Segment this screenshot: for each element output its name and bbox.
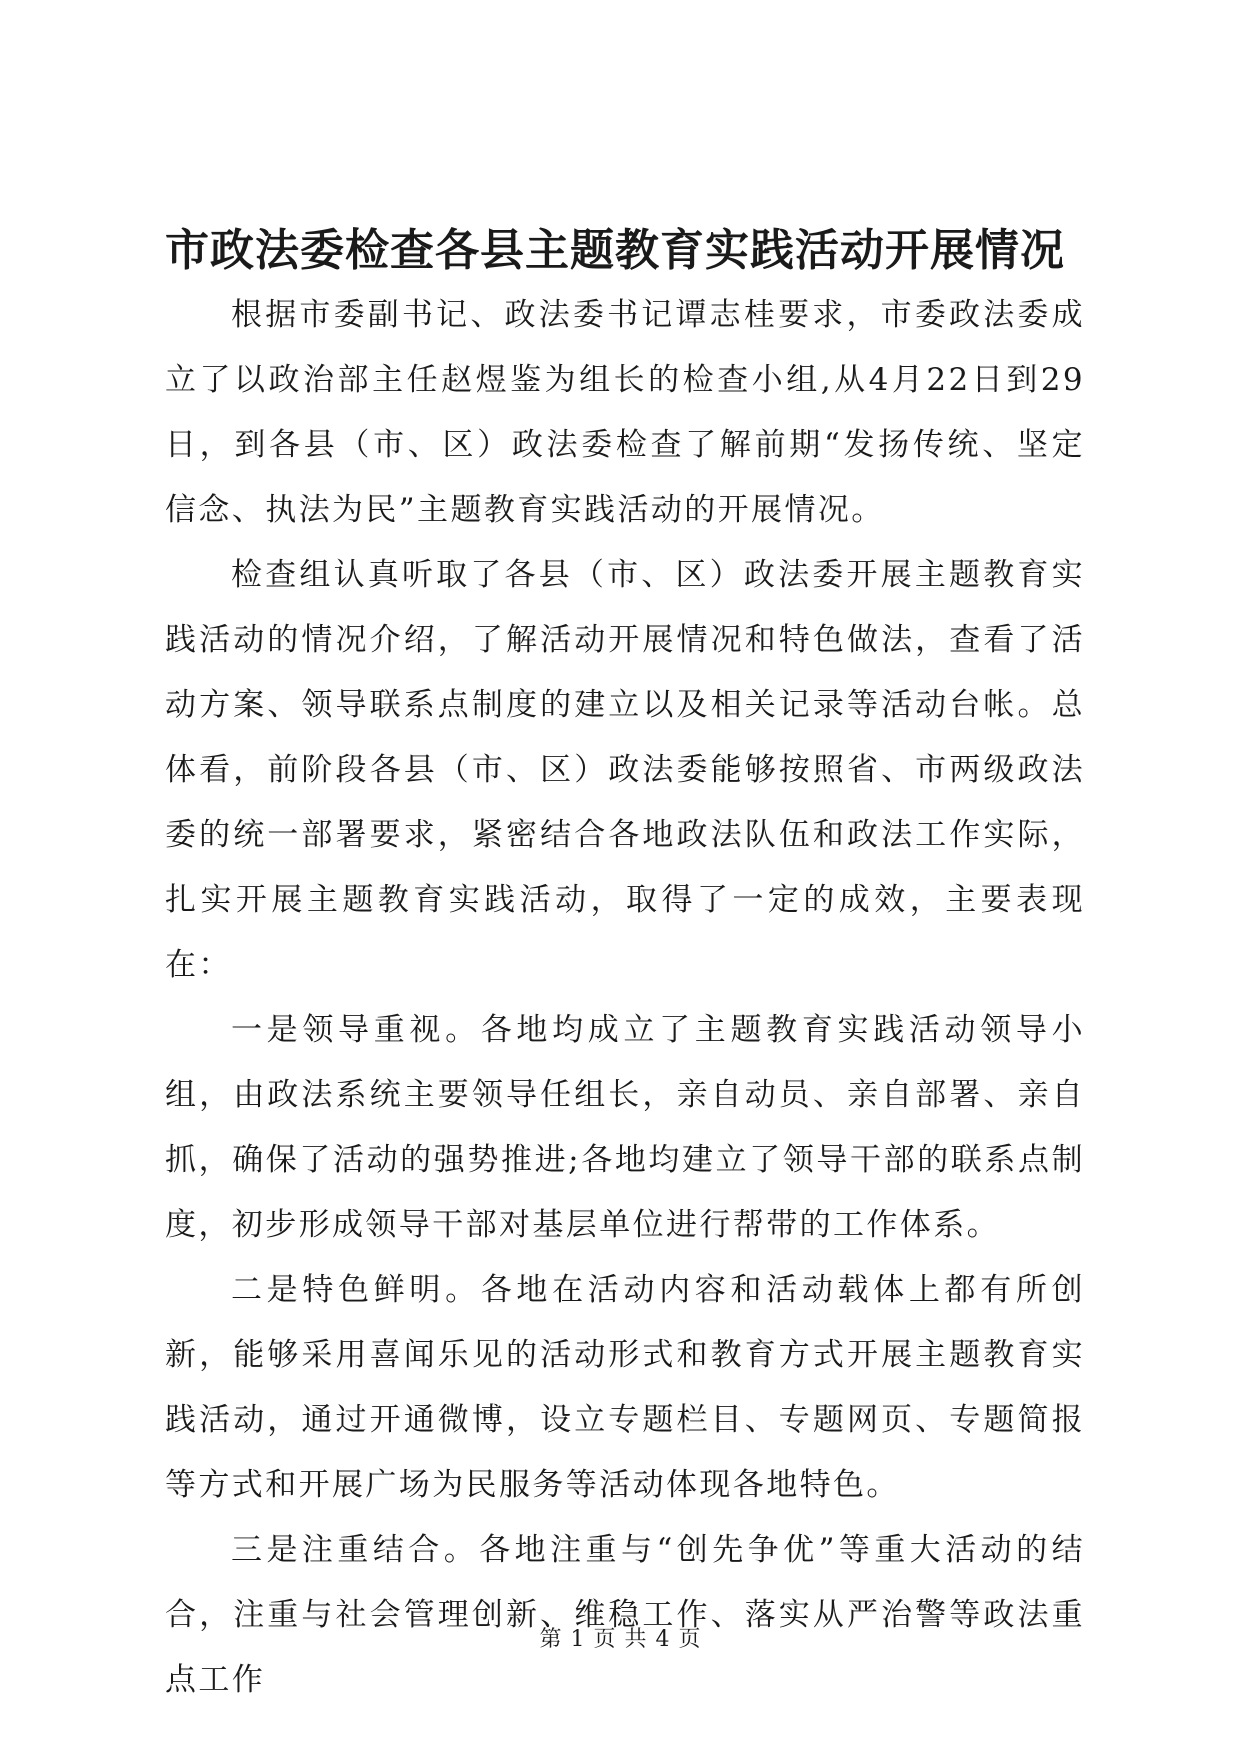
- paragraph: 三是注重结合。各地注重与“创先争优”等重大活动的结合，注重与社会管理创新、维稳工作、落实从严治警等政法重点工作: [165, 1532, 1085, 1698]
- paragraph: 检查组认真听取了各县（市、区）政法委开展主题教育实践活动的情况介绍，了解活动开展情况和特色做法，查看了活动方案、领导联系点制度的建立以及相关记录等活动台帐。总体看，前阶段各县（市、区）政法委能够按照省、市两级政法委的统一部署要求，紧密结合各地政法队伍和政法工作实际，扎实开展主题教育实践活动，取得了一定的成效，主要表现在：: [165, 557, 1085, 983]
- page-number-footer: 第 1 页 共 4 页: [539, 1627, 702, 1652]
- paragraph: 根据市委副书记、政法委书记谭志桂要求，市委政法委成立了以政治部主任赵煜鉴为组长的检查小组,从4月22日到29日，到各县（市、区）政法委检查了解前期“发扬传统、坚定信念、执法为民”主题教育实践活动的开展情况。: [165, 297, 1085, 528]
- document-title: 市政法委检查各县主题教育实践活动开展情况: [165, 225, 1065, 276]
- paragraph: 二是特色鲜明。各地在活动内容和活动载体上都有所创新，能够采用喜闻乐见的活动形式和教育方式开展主题教育实践活动，通过开通微博，设立专题栏目、专题网页、专题简报等方式和开展广场为民服务等活动体现各地特色。: [165, 1272, 1085, 1503]
- document-body: [165, 283, 1085, 1713]
- paragraph: 一是领导重视。各地均成立了主题教育实践活动领导小组，由政法系统主要领导任组长，亲自动员、亲自部署、亲自抓，确保了活动的强势推进;各地均建立了领导干部的联系点制度，初步形成领导干部对基层单位进行帮带的工作体系。: [165, 1012, 1085, 1243]
